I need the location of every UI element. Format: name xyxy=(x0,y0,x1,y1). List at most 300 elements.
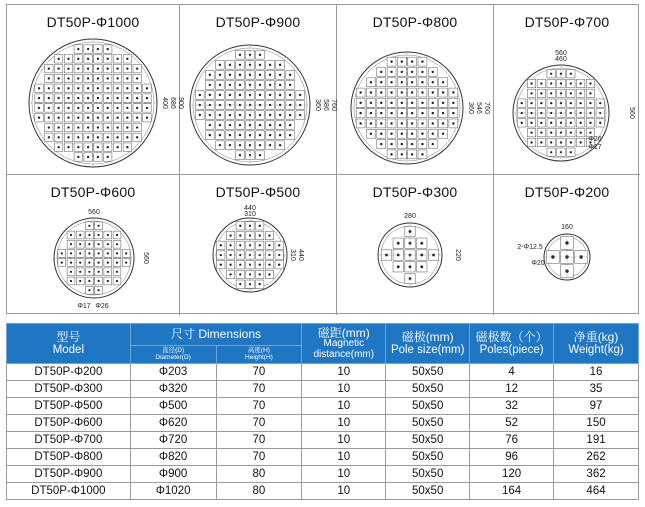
pole-dot xyxy=(421,60,423,62)
chuck-drawing xyxy=(7,175,180,315)
pole-dot xyxy=(136,136,138,138)
pole-dot xyxy=(67,117,69,119)
pole-dot xyxy=(67,77,69,79)
pole-dot xyxy=(279,114,281,116)
dimension-label: 900 xyxy=(177,97,184,109)
pole-dot xyxy=(79,271,81,273)
pole-dot xyxy=(136,97,138,99)
pole-dot xyxy=(421,133,423,135)
pole-dot xyxy=(79,252,81,254)
pole-dot xyxy=(530,82,532,84)
cell-diameter: Φ720 xyxy=(130,432,216,449)
pole-dot xyxy=(550,82,552,84)
pole-dot xyxy=(87,77,89,79)
pole-dot xyxy=(359,102,361,104)
pole-dot xyxy=(550,131,552,133)
pole-dot xyxy=(401,133,403,135)
pole-dot xyxy=(97,261,99,263)
pole-dot xyxy=(126,67,128,69)
cell-model: DT50P-Φ300 xyxy=(7,381,131,398)
cell-magnetic-distance: 10 xyxy=(302,398,386,415)
pole-dot xyxy=(452,112,454,114)
pole-dot xyxy=(259,234,261,236)
pole-dot xyxy=(259,124,261,126)
pole-dot xyxy=(116,107,118,109)
cell-height: 70 xyxy=(216,364,302,381)
pole-dot xyxy=(70,234,72,236)
pole-dot xyxy=(390,102,392,104)
spec-table xyxy=(6,323,639,500)
pole-dot xyxy=(88,271,90,273)
pole-dot xyxy=(411,143,413,145)
pole-dot xyxy=(289,84,291,86)
pole-dot xyxy=(279,64,281,66)
pole-dot xyxy=(259,84,261,86)
cell-height: 70 xyxy=(216,449,302,466)
pole-dot xyxy=(370,81,372,83)
pole-dot xyxy=(589,131,591,133)
diagram-cell xyxy=(180,5,337,175)
pole-dot xyxy=(269,84,271,86)
dimension-label: 560 xyxy=(555,50,567,57)
pole-dot xyxy=(136,107,138,109)
pole-dot xyxy=(116,136,118,138)
pole-dot xyxy=(278,264,280,266)
pole-dot xyxy=(87,146,89,148)
pole-dot xyxy=(530,131,532,133)
pole-dot xyxy=(289,74,291,76)
dimension-label: 360 xyxy=(467,102,474,114)
pole-dot xyxy=(219,124,221,126)
pole-dot xyxy=(550,151,552,153)
pole-dot xyxy=(521,102,523,104)
pole-dot xyxy=(126,117,128,119)
pole-dot xyxy=(442,102,444,104)
pole-dot xyxy=(48,87,50,89)
diagram-title: DT50P-Φ900 xyxy=(215,14,301,30)
dimension-label: 440 xyxy=(244,205,256,212)
diagram-cell xyxy=(494,175,640,315)
cell-magnetic-distance: 10 xyxy=(302,483,386,500)
pole-dot xyxy=(390,112,392,114)
pole-dot xyxy=(421,81,423,83)
pole-dot xyxy=(579,102,581,104)
pole-dot xyxy=(442,112,444,114)
pole-dot xyxy=(126,107,128,109)
pole-dot xyxy=(57,146,59,148)
pole-dot xyxy=(219,94,221,96)
pole-dot xyxy=(411,60,413,62)
pole-dot xyxy=(67,67,69,69)
pole-dot xyxy=(239,144,241,146)
pole-dot xyxy=(219,74,221,76)
pole-dot xyxy=(579,122,581,124)
pole-dot xyxy=(411,81,413,83)
pole-dot xyxy=(97,280,99,282)
pole-dot xyxy=(97,136,99,138)
pole-dot xyxy=(107,97,109,99)
pole-dot xyxy=(599,102,601,104)
cell-weight: 362 xyxy=(554,466,639,483)
pole-dot xyxy=(421,102,423,104)
pole-dot xyxy=(67,87,69,89)
diagram-cell xyxy=(7,175,180,315)
pole-dot xyxy=(97,117,99,119)
pole-dot xyxy=(411,122,413,124)
pole-dot xyxy=(77,67,79,69)
pole-dot xyxy=(390,143,392,145)
header-dimensions: 尺寸 Dimensions xyxy=(130,324,302,346)
diagram-cell xyxy=(7,5,184,175)
pole-dot xyxy=(401,143,403,145)
pole-dot xyxy=(570,92,572,94)
dimension-label: 760 xyxy=(330,99,337,111)
cell-diameter: Φ900 xyxy=(130,466,216,483)
table-row xyxy=(7,364,639,381)
pole-dot xyxy=(401,91,403,93)
dimension-label: Φ17 xyxy=(77,303,91,310)
pole-dot xyxy=(279,144,281,146)
dimension-label: 760 xyxy=(483,102,490,114)
pole-dot xyxy=(209,124,211,126)
pole-dot xyxy=(48,77,50,79)
pole-dot xyxy=(380,143,382,145)
cell-poles: 96 xyxy=(470,449,554,466)
pole-dot xyxy=(370,102,372,104)
dimension-label: 220 xyxy=(454,249,461,261)
pole-dot xyxy=(279,94,281,96)
pole-dot xyxy=(530,102,532,104)
pole-dot xyxy=(390,133,392,135)
table-row xyxy=(7,415,639,432)
pole-dot xyxy=(550,73,552,75)
cell-height: 70 xyxy=(216,432,302,449)
pole-dot xyxy=(126,77,128,79)
pole-dot xyxy=(452,102,454,104)
pole-dot xyxy=(70,243,72,245)
pole-dot xyxy=(269,124,271,126)
pole-dot xyxy=(397,242,400,245)
pole-dot xyxy=(57,136,59,138)
diagram-title: DT50P-Φ200 xyxy=(524,184,610,200)
pole-dot xyxy=(57,107,59,109)
pole-dot xyxy=(116,67,118,69)
pole-dot xyxy=(579,92,581,94)
pole-dot xyxy=(126,146,128,148)
pole-dot xyxy=(229,94,231,96)
cell-magnetic-distance: 10 xyxy=(302,432,386,449)
pole-dot xyxy=(239,273,241,275)
cell-pole-size: 50x50 xyxy=(386,483,470,500)
cell-weight: 16 xyxy=(554,364,639,381)
pole-dot xyxy=(359,122,361,124)
pole-dot xyxy=(107,48,109,50)
pole-dot xyxy=(70,252,72,254)
pole-dot xyxy=(107,234,109,236)
pole-dot xyxy=(88,234,90,236)
cell-height: 80 xyxy=(216,483,302,500)
pole-dot xyxy=(116,271,118,273)
pole-dot xyxy=(57,126,59,128)
cell-weight: 262 xyxy=(554,449,639,466)
pole-dot xyxy=(420,265,423,268)
pole-dot xyxy=(390,122,392,124)
pole-dot xyxy=(269,74,271,76)
pole-dot xyxy=(199,94,201,96)
pole-dot xyxy=(239,124,241,126)
pole-dot xyxy=(432,122,434,124)
pole-dot xyxy=(411,91,413,93)
pole-dot xyxy=(229,64,231,66)
pole-dot xyxy=(79,261,81,263)
pole-dot xyxy=(570,141,572,143)
pole-dot xyxy=(259,94,261,96)
pole-dot xyxy=(97,97,99,99)
pole-dot xyxy=(421,71,423,73)
dimension-label: 460 xyxy=(555,56,567,63)
pole-dot xyxy=(70,280,72,282)
pole-dot xyxy=(421,122,423,124)
pole-dot xyxy=(146,87,148,89)
pole-dot xyxy=(401,71,403,73)
pole-dot xyxy=(126,87,128,89)
pole-dot xyxy=(579,131,581,133)
pole-dot xyxy=(87,58,89,60)
dimension-label: 560 xyxy=(628,107,635,119)
pole-dot xyxy=(239,134,241,136)
dimension-label: 2-Φ12.5 xyxy=(517,244,543,251)
pole-dot xyxy=(125,252,127,254)
pole-dot xyxy=(259,54,261,56)
pole-dot xyxy=(67,58,69,60)
pole-dot xyxy=(589,122,591,124)
pole-dot xyxy=(107,243,109,245)
pole-dot xyxy=(579,82,581,84)
dimension-label: 560 xyxy=(142,252,149,264)
pole-dot xyxy=(107,117,109,119)
pole-dot xyxy=(401,122,403,124)
cell-pole-size: 50x50 xyxy=(386,449,470,466)
pole-dot xyxy=(401,153,403,155)
dimension-label: Φ26 xyxy=(588,136,602,143)
pole-dot xyxy=(88,261,90,263)
pole-dot xyxy=(269,64,271,66)
pole-dot xyxy=(87,87,89,89)
diagram-title: DT50P-Φ700 xyxy=(524,14,610,30)
pole-dot xyxy=(442,81,444,83)
chuck-drawing xyxy=(337,5,494,175)
pole-dot xyxy=(259,273,261,275)
pole-dot xyxy=(239,264,241,266)
cell-diameter: Φ320 xyxy=(130,381,216,398)
diagram-cell xyxy=(337,5,494,175)
pole-dot xyxy=(229,273,231,275)
pole-dot xyxy=(380,133,382,135)
pole-dot xyxy=(540,92,542,94)
pole-dot xyxy=(136,67,138,69)
table-row xyxy=(7,466,639,483)
pole-dot xyxy=(452,91,454,93)
cell-pole-size: 50x50 xyxy=(386,432,470,449)
pole-dot xyxy=(116,126,118,128)
pole-dot xyxy=(77,117,79,119)
cell-diameter: Φ820 xyxy=(130,449,216,466)
pole-dot xyxy=(380,81,382,83)
cell-pole-size: 50x50 xyxy=(386,381,470,398)
pole-dot xyxy=(107,107,109,109)
pole-dot xyxy=(289,124,291,126)
cell-magnetic-distance: 10 xyxy=(302,364,386,381)
pole-dot xyxy=(126,97,128,99)
pole-dot xyxy=(97,58,99,60)
pole-dot xyxy=(97,126,99,128)
pole-dot xyxy=(77,136,79,138)
pole-dot xyxy=(268,234,270,236)
cell-model: DT50P-Φ600 xyxy=(7,415,131,432)
pole-dot xyxy=(88,243,90,245)
cell-magnetic-distance: 10 xyxy=(302,381,386,398)
pole-dot xyxy=(88,252,90,254)
pole-dot xyxy=(219,144,221,146)
pole-dot xyxy=(229,124,231,126)
chuck-drawing xyxy=(494,175,640,315)
pole-dot xyxy=(380,112,382,114)
pole-dot xyxy=(107,156,109,158)
pole-dot xyxy=(126,136,128,138)
pole-dot xyxy=(136,77,138,79)
pole-dot xyxy=(88,225,90,227)
cell-poles: 76 xyxy=(470,432,554,449)
pole-dot xyxy=(70,271,72,273)
pole-dot xyxy=(380,122,382,124)
pole-dot xyxy=(61,261,63,263)
pole-dot xyxy=(540,141,542,143)
pole-dot xyxy=(442,91,444,93)
pole-dot xyxy=(126,58,128,60)
pole-dot xyxy=(146,107,148,109)
pole-dot xyxy=(77,146,79,148)
pole-dot xyxy=(57,97,59,99)
header-weight: 净重(kg) Weight(kg) xyxy=(554,324,639,364)
pole-dot xyxy=(107,77,109,79)
pole-dot xyxy=(432,71,434,73)
pole-dot xyxy=(390,153,392,155)
pole-dot xyxy=(97,289,99,291)
pole-dot xyxy=(97,243,99,245)
pole-dot xyxy=(48,107,50,109)
dimension-label: Φ26 xyxy=(95,303,109,310)
pole-dot xyxy=(126,126,128,128)
pole-dot xyxy=(48,126,50,128)
dimension-label: 560 xyxy=(88,209,100,216)
pole-dot xyxy=(530,92,532,94)
pole-dot xyxy=(116,261,118,263)
pole-dot xyxy=(57,58,59,60)
table-row xyxy=(7,398,639,415)
pole-dot xyxy=(239,84,241,86)
pole-dot xyxy=(570,73,572,75)
cell-weight: 150 xyxy=(554,415,639,432)
pole-dot xyxy=(77,97,79,99)
pole-dot xyxy=(220,264,222,266)
diagram-title: DT50P-Φ500 xyxy=(215,184,301,200)
pole-dot xyxy=(116,97,118,99)
pole-dot xyxy=(452,122,454,124)
header-poles: 磁极数（个） Poles(piece) xyxy=(470,324,554,364)
pole-dot xyxy=(442,122,444,124)
pole-dot xyxy=(370,133,372,135)
pole-dot xyxy=(209,134,211,136)
pole-dot xyxy=(209,84,211,86)
pole-dot xyxy=(146,117,148,119)
pole-dot xyxy=(239,74,241,76)
pole-dot xyxy=(432,81,434,83)
pole-dot xyxy=(136,87,138,89)
pole-dot xyxy=(97,146,99,148)
pole-dot xyxy=(107,136,109,138)
dimension-label: 310 xyxy=(289,249,296,261)
pole-dot xyxy=(239,154,241,156)
pole-dot xyxy=(359,91,361,93)
pole-dot xyxy=(370,91,372,93)
pole-dot xyxy=(107,87,109,89)
cell-weight: 35 xyxy=(554,381,639,398)
pole-dot xyxy=(107,146,109,148)
pole-dot xyxy=(370,122,372,124)
pole-dot xyxy=(401,81,403,83)
pole-dot xyxy=(87,136,89,138)
pole-dot xyxy=(219,114,221,116)
pole-dot xyxy=(88,289,90,291)
pole-dot xyxy=(107,252,109,254)
diagram-title: DT50P-Φ1000 xyxy=(46,14,140,30)
pole-dot xyxy=(390,91,392,93)
pole-dot xyxy=(550,141,552,143)
pole-dot xyxy=(199,114,201,116)
diagram-cell xyxy=(494,5,640,175)
pole-dot xyxy=(432,112,434,114)
pole-dot xyxy=(219,134,221,136)
pole-dot xyxy=(390,60,392,62)
diagram-cell xyxy=(180,175,337,315)
dimension-label: 686 xyxy=(169,97,176,109)
pole-dot xyxy=(540,122,542,124)
pole-dot xyxy=(442,133,444,135)
pole-dot xyxy=(48,117,50,119)
pole-dot xyxy=(219,64,221,66)
pole-dot xyxy=(146,97,148,99)
cell-poles: 52 xyxy=(470,415,554,432)
pole-dot xyxy=(57,87,59,89)
pole-dot xyxy=(107,58,109,60)
pole-dot xyxy=(411,112,413,114)
pole-dot xyxy=(279,74,281,76)
cell-height: 70 xyxy=(216,381,302,398)
cell-weight: 97 xyxy=(554,398,639,415)
pole-dot xyxy=(259,134,261,136)
pole-dot xyxy=(107,271,109,273)
pole-dot xyxy=(268,273,270,275)
pole-dot xyxy=(279,84,281,86)
pole-dot xyxy=(411,133,413,135)
pole-dot xyxy=(107,280,109,282)
pole-dot xyxy=(77,87,79,89)
dimension-label: 160 xyxy=(561,224,573,231)
cell-model: DT50P-Φ1000 xyxy=(7,483,131,500)
pole-dot xyxy=(579,141,581,143)
pole-dot xyxy=(116,252,118,254)
pole-dot xyxy=(77,48,79,50)
